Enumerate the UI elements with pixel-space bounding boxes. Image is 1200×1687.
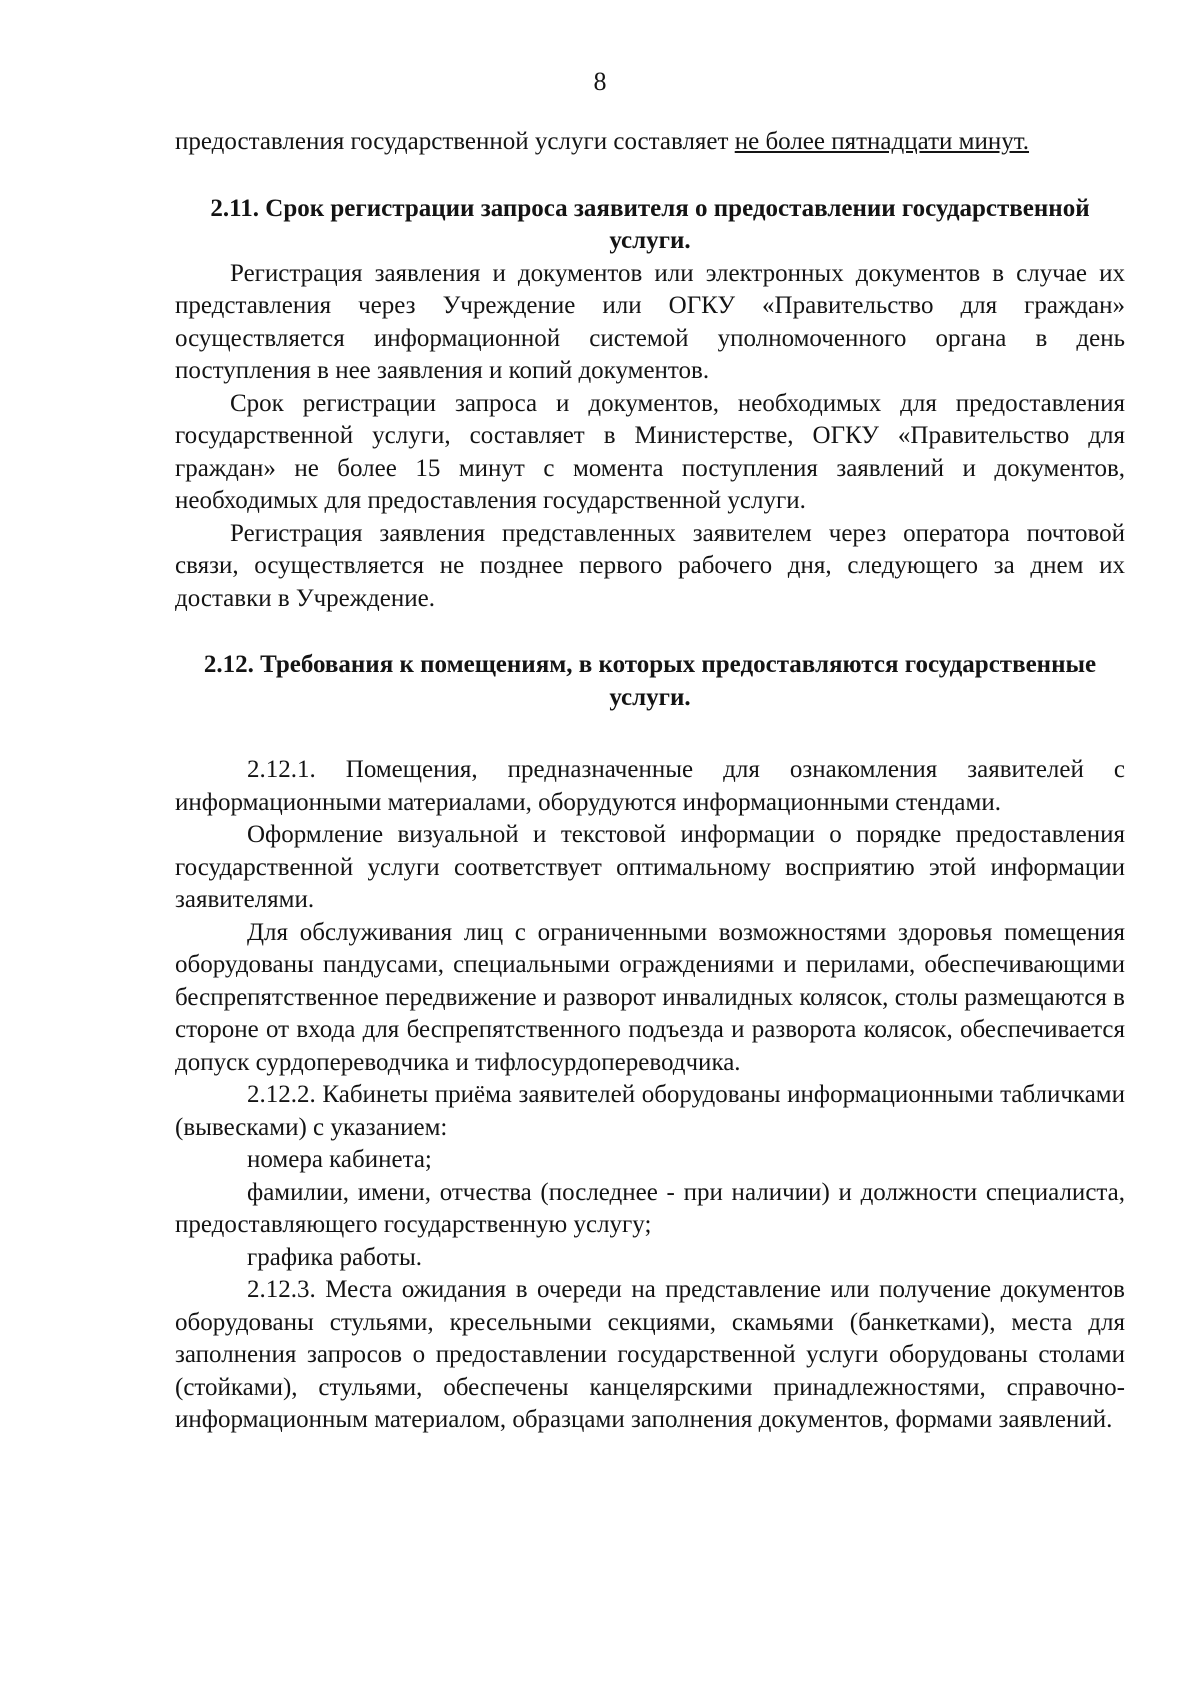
section-2-11-paragraph-2: Срок регистрации запроса и документов, необходимых для предоставления государственной услуги, составляет в Министерстве, ОГКУ «Правительство для граждан» не более 15 минут с момента поступления заявлений и документов, необходимых для предоставления государственной услуги. [175, 389, 1125, 514]
intro-underlined-text: не более пятнадцати минут. [734, 128, 1030, 155]
section-2-12-3-paragraph: 2.12.3. Места ожидания в очереди на представление или получение документов оборудованы стульями, кресельными секциями, скамьями (банкетками), места для заполнения запросов о предоставлении государственной услуги оборудованы столами (стойками), стульями, обеспечены канцелярскими принадлежностями, справочно-информационным материалом, образцами заполнения документов, формами заявлений. [175, 1276, 1125, 1433]
list-item: фамилии, имени, отчества (последнее - при наличии) и должности специалиста, предоставляющего государственную услугу; [175, 1178, 1125, 1238]
list-item: номера кабинета; [247, 1146, 432, 1173]
document-body [175, 126, 1125, 1437]
intro-paragraph [175, 126, 1125, 159]
section-2-12-2-paragraph: 2.12.2. Кабинеты приёма заявителей оборудованы информационными табличками (вывесками) с указанием: [175, 1081, 1125, 1141]
section-2-11-paragraph-1: Регистрация заявления и документов или электронных документов в случае их представления через Учреждение или ОГКУ «Правительство для граждан» осуществляется информационной системой уполномоченного органа в день поступления в нее заявления и копий документов. [175, 259, 1125, 384]
page-number: 8 [593, 67, 607, 96]
section-2-11-heading: 2.11. Срок регистрации запроса заявителя о предоставлении государственной услуги. [210, 194, 1090, 254]
intro-lead: предоставления государственной услуги составляет [175, 128, 735, 155]
section-2-12-heading: 2.12. Требования к помещениям, в которых предоставляются государственные услуги. [203, 651, 1097, 711]
section-2-12-1-paragraph: 2.12.1. Помещения, предназначенные для ознакомления заявителей с информационными материалами, оборудуются информационными стендами. [175, 756, 1125, 816]
list-item: графика работы. [247, 1243, 422, 1271]
section-2-12-visual-info-paragraph: Оформление визуальной и текстовой информации о порядке предоставления государственной услуги соответствует оптимальному восприятию этой информации заявителями. [175, 821, 1125, 913]
section-2-11-paragraph-3: Регистрация заявления представленных заявителем через оператора почтовой связи, осуществляется не позднее первого рабочего дня, следующего за днем их доставки в Учреждение. [175, 519, 1125, 612]
section-2-12-accessibility-paragraph: Для обслуживания лиц с ограниченными возможностями здоровья помещения оборудованы пандусами, специальными ограждениями и перилами, обеспечивающими беспрепятственное передвижение и разворот инвалидных колясок, столы размещаются в стороне от входа для беспрепятственного подъезда и разворота колясок, обеспечивается допуск сурдопереводчика и тифлосурдопереводчика. [175, 918, 1125, 1076]
